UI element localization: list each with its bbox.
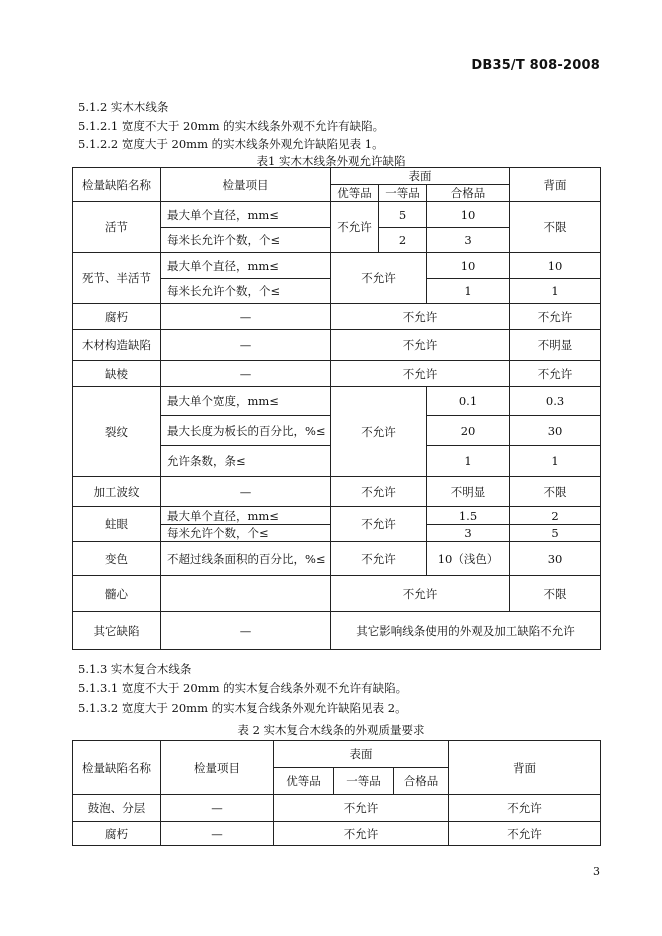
cell: 不允许 — [331, 361, 510, 387]
table-row — [73, 576, 601, 612]
cell: 不允许 — [331, 304, 510, 330]
cell: 1 — [510, 279, 601, 304]
defect-name: 缺棱 — [73, 361, 161, 387]
item: 最大长度为板长的百分比，%≤ — [161, 416, 331, 446]
header-surface: 表面 — [331, 168, 510, 185]
item: — — [161, 361, 331, 387]
section-heading-5-1-2: 5.1.2 实木木线条 — [78, 100, 169, 114]
cell: 不允许 — [331, 507, 427, 542]
defect-name: 蛀眼 — [73, 507, 161, 542]
clause-5-1-2-1: 5.1.2.1 宽度不大于 20mm 的实木线条外观不允许有缺陷。 — [78, 119, 385, 133]
table2-caption: 表 2 实木复合木线条的外观质量要求 — [237, 723, 425, 737]
table-row — [73, 202, 601, 228]
table1 — [72, 167, 601, 650]
header-back: 背面 — [449, 741, 601, 795]
clause-5-1-2-2: 5.1.2.2 宽度大于 20mm 的实木线条外观允许缺陷见表 1。 — [78, 137, 384, 151]
standard-code: DB35/T 808-2008 — [471, 58, 600, 73]
cell: 1 — [427, 446, 510, 477]
header-defect: 检量缺陷名称 — [73, 168, 161, 202]
table-row — [73, 361, 601, 387]
item: 允许条数，条≤ — [161, 446, 331, 477]
cell: 2 — [379, 228, 427, 253]
cell: 10 — [427, 253, 510, 279]
item: — — [161, 612, 331, 650]
defect-name: 裂纹 — [73, 387, 161, 477]
defect-name: 鼓泡、分层 — [73, 795, 161, 822]
item: 每米允许个数，个≤ — [161, 525, 331, 542]
header-grade-2: 一等品 — [379, 185, 427, 202]
cell: 不允许 — [274, 795, 449, 822]
cell: 0.1 — [427, 387, 510, 416]
cell: 不允许 — [510, 304, 601, 330]
defect-name: 木材构造缺陷 — [73, 330, 161, 361]
table2-header-row — [73, 741, 601, 768]
table-row — [73, 477, 601, 507]
table-row — [73, 542, 601, 576]
cell: 3 — [427, 525, 510, 542]
item: 每米长允许个数，个≤ — [161, 279, 331, 304]
cell: 不明显 — [510, 330, 601, 361]
cell: 不允许 — [510, 361, 601, 387]
cell: 5 — [510, 525, 601, 542]
cell: 30 — [510, 416, 601, 446]
cell: 不允许 — [449, 795, 601, 822]
cell: 不允许 — [449, 822, 601, 846]
table-row — [73, 822, 601, 846]
defect-name: 活节 — [73, 202, 161, 253]
cell: 不允许 — [331, 253, 427, 304]
item: 不超过线条面积的百分比，%≤ — [161, 542, 331, 576]
item: — — [161, 304, 331, 330]
table2 — [72, 740, 601, 846]
defect-name: 死节、半活节 — [73, 253, 161, 304]
table-row — [73, 330, 601, 361]
cell: 1 — [510, 446, 601, 477]
item: — — [161, 822, 274, 846]
table-row — [73, 304, 601, 330]
item: — — [161, 795, 274, 822]
page-number: 3 — [593, 865, 600, 878]
cell: 10 — [510, 253, 601, 279]
cell: 2 — [510, 507, 601, 525]
defect-name: 腐朽 — [73, 822, 161, 846]
cell: 不允许 — [331, 202, 379, 253]
cell: 不允许 — [331, 330, 510, 361]
defect-name: 其它缺陷 — [73, 612, 161, 650]
header-grade-1: 优等品 — [331, 185, 379, 202]
cell: 0.3 — [510, 387, 601, 416]
cell: 不限 — [510, 477, 601, 507]
clause-5-1-3-1: 5.1.3.1 宽度不大于 20mm 的实木复合线条外观不允许有缺陷。 — [78, 681, 408, 695]
item: 每米长允许个数，个≤ — [161, 228, 331, 253]
defect-name: 加工波纹 — [73, 477, 161, 507]
item: — — [161, 330, 331, 361]
cell: 其它影响线条使用的外观及加工缺陷不允许 — [331, 612, 601, 650]
table-row — [73, 507, 601, 525]
header-item: 检量项目 — [161, 741, 274, 795]
header-grade-1: 优等品 — [274, 768, 334, 795]
header-surface: 表面 — [274, 741, 449, 768]
cell: 不允许 — [331, 477, 427, 507]
cell: 不明显 — [427, 477, 510, 507]
item: — — [161, 477, 331, 507]
cell: 不允许 — [331, 576, 510, 612]
cell: 10 — [427, 202, 510, 228]
cell: 1.5 — [427, 507, 510, 525]
cell: 10（浅色） — [427, 542, 510, 576]
cell: 5 — [379, 202, 427, 228]
item: 最大单个宽度，mm≤ — [161, 387, 331, 416]
cell: 不允许 — [331, 542, 427, 576]
header-back: 背面 — [510, 168, 601, 202]
table-row — [73, 253, 601, 279]
header-grade-3: 合格品 — [394, 768, 449, 795]
item: 最大单个直径，mm≤ — [161, 253, 331, 279]
cell: 不允许 — [331, 387, 427, 477]
table-row — [73, 387, 601, 416]
header-grade-2: 一等品 — [334, 768, 394, 795]
table1-header-row — [73, 168, 601, 185]
cell: 1 — [427, 279, 510, 304]
cell: 3 — [427, 228, 510, 253]
defect-name: 髓心 — [73, 576, 161, 612]
clause-5-1-3-2: 5.1.3.2 宽度大于 20mm 的实木复合线条外观允许缺陷见表 2。 — [78, 701, 407, 715]
defect-name: 腐朽 — [73, 304, 161, 330]
header-grade-3: 合格品 — [427, 185, 510, 202]
cell: 不限 — [510, 576, 601, 612]
cell: 30 — [510, 542, 601, 576]
table-row — [73, 612, 601, 650]
table1-caption: 表1 实木木线条外观允许缺陷 — [256, 154, 406, 168]
section-heading-5-1-3: 5.1.3 实木复合木线条 — [78, 662, 192, 676]
defect-name: 变色 — [73, 542, 161, 576]
cell: 不允许 — [274, 822, 449, 846]
item: 最大单个直径，mm≤ — [161, 202, 331, 228]
cell: 不限 — [510, 202, 601, 253]
header-item: 检量项目 — [161, 168, 331, 202]
cell: 20 — [427, 416, 510, 446]
item — [161, 576, 331, 612]
item: 最大单个直径，mm≤ — [161, 507, 331, 525]
header-defect: 检量缺陷名称 — [73, 741, 161, 795]
table-row — [73, 795, 601, 822]
